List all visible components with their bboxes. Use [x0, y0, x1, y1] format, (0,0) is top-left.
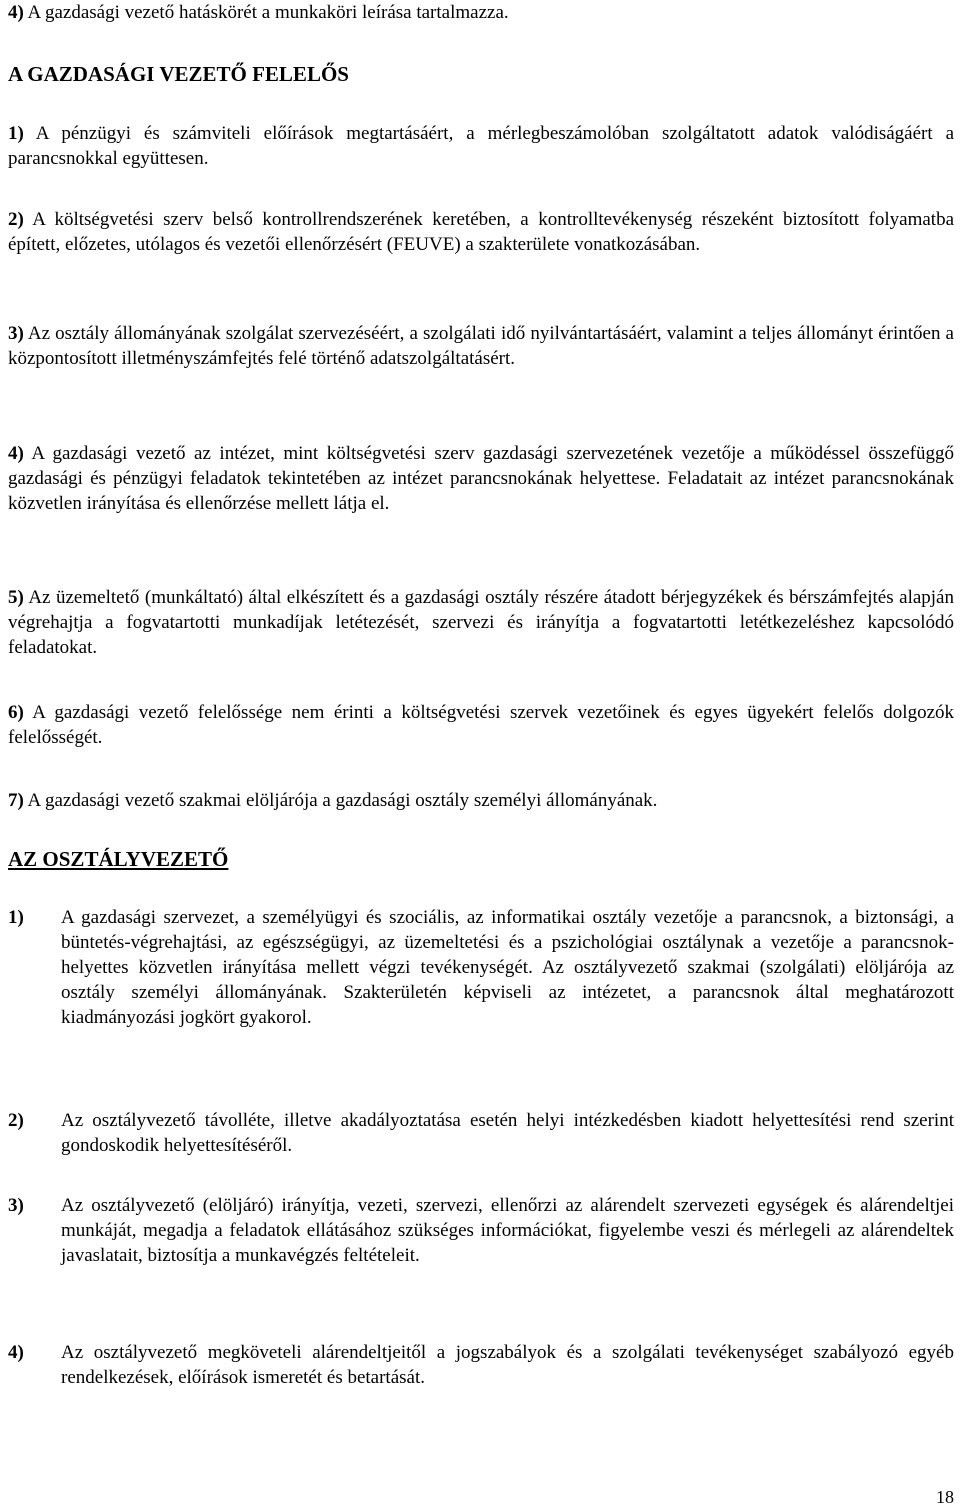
item-number: 1): [8, 907, 24, 928]
item-number: 2): [8, 1110, 24, 1131]
s1-item-2: [8, 207, 954, 257]
item-number: 1): [8, 123, 24, 144]
s2-item-4: [8, 1340, 954, 1390]
item-number: 3): [8, 323, 24, 344]
paragraph-text: A pénzügyi és számviteli előírások megtartásáért, a mérlegbeszámolóban szolgáltatott adatok valódiságáért a parancsnokkal együttesen.: [8, 123, 955, 169]
item-number: 5): [8, 587, 24, 608]
item-number: 3): [8, 1195, 24, 1216]
paragraph-text: A költségvetési szerv belső kontrollrendszerének keretében, a kontrolltevékenység részeként biztosított folyamatba épített, előzetes, utólagos és vezetői ellenőrzésért (FEUVE) a szakterülete vonatkozásában.: [8, 209, 954, 255]
s1-item-7: [8, 788, 954, 813]
paragraph-text: A gazdasági vezető szakmai elöljárója a gazdasági osztály személyi állományának.: [27, 790, 658, 811]
section-heading-osztalyvezeto: AZ OSZTÁLYVEZETŐ: [8, 847, 229, 871]
s1-item-5: [8, 585, 954, 660]
paragraph-intro: [8, 0, 954, 25]
paragraph-text: A gazdasági vezető az intézet, mint költségvetési szerv gazdasági szervezetének vezetője a működéssel összefüggő gazdasági és pénzügyi feladatok tekintetében az intézet parancsnokának helyettese. Feladatait az intézet parancsnokának közvetlen irányítása és ellenőrzése mellett látja el.: [8, 443, 955, 514]
s2-item-1: [8, 905, 954, 1030]
section-heading-gazdasagi-vezeto: A GAZDASÁGI VEZETŐ FELELŐS: [8, 62, 349, 86]
paragraph-text: A gazdasági szervezet, a személyügyi és szociális, az informatikai osztály vezetője a parancsnok, a biztonsági, a büntetés-végrehajtási, az egészségügyi, az üzemeltetési és a pszichológiai osztálynak a vezetője a parancsnok-helyettes közvetlen irányítása mellett végzi tevékenységét. Az osztályvezető szakmai (szolgálati) elöljárója az osztály személyi állományának. Szakterületén képviseli az intézetet, a parancsnok által meghatározott kiadmányozási jogkört gyakorol.: [61, 907, 954, 1028]
page-number: 18: [936, 1487, 954, 1507]
s1-item-4: [8, 441, 954, 516]
s1-item-1: [8, 121, 954, 171]
paragraph-text: A gazdasági vezető hatáskörét a munkaköri leírása tartalmazza.: [27, 2, 509, 23]
item-number: 6): [8, 702, 24, 723]
s2-item-2: [8, 1108, 954, 1158]
paragraph-text: Az osztályvezető megköveteli alárendeltjeitől a jogszabályok és a szolgálati tevékenységet szabályozó egyéb rendelkezések, előírások ismeretét és betartását.: [61, 1342, 954, 1388]
item-number: 7): [8, 790, 24, 811]
paragraph-text: Az üzemeltető (munkáltató) által elkészített és a gazdasági osztály részére átadott bérjegyzékek és bérszámfejtés alapján végrehajtja a fogvatartotti munkadíjak letétezését, szervezi és irányítja a fogvatartotti letétkezeléshez kapcsolódó feladatokat.: [8, 587, 954, 658]
item-number: 4): [8, 443, 24, 464]
paragraph-text: Az osztályvezető (elöljáró) irányítja, vezeti, szervezi, ellenőrzi az alárendelt szervezeti egységek és alárendeltjei munkáját, megadja a feladatok ellátásához szükséges információkat, figyelembe veszi és mérlegeli az alárendeltek javaslatait, biztosítja a munkavégzés feltételeit.: [61, 1195, 954, 1266]
paragraph-text: A gazdasági vezető felelőssége nem érinti a költségvetési szervek vezetőinek és egyes ügyekért felelős dolgozók felelősségét.: [8, 702, 955, 748]
item-number: 4): [8, 2, 24, 23]
s1-item-3: [8, 321, 954, 371]
s2-item-3: [8, 1193, 954, 1268]
s1-item-6: [8, 700, 954, 750]
paragraph-text: Az osztály állományának szolgálat szervezéséért, a szolgálati idő nyilvántartásáért, valamint a teljes állományt érintően a központosított illetményszámfejtés felé történő adatszolgáltatásért.: [8, 323, 954, 369]
paragraph-text: Az osztályvezető távolléte, illetve akadályoztatása esetén helyi intézkedésben kiadott helyettesítési rend szerint gondoskodik helyettesítéséről.: [61, 1110, 954, 1156]
item-number: 4): [8, 1342, 24, 1363]
item-number: 2): [8, 209, 24, 230]
